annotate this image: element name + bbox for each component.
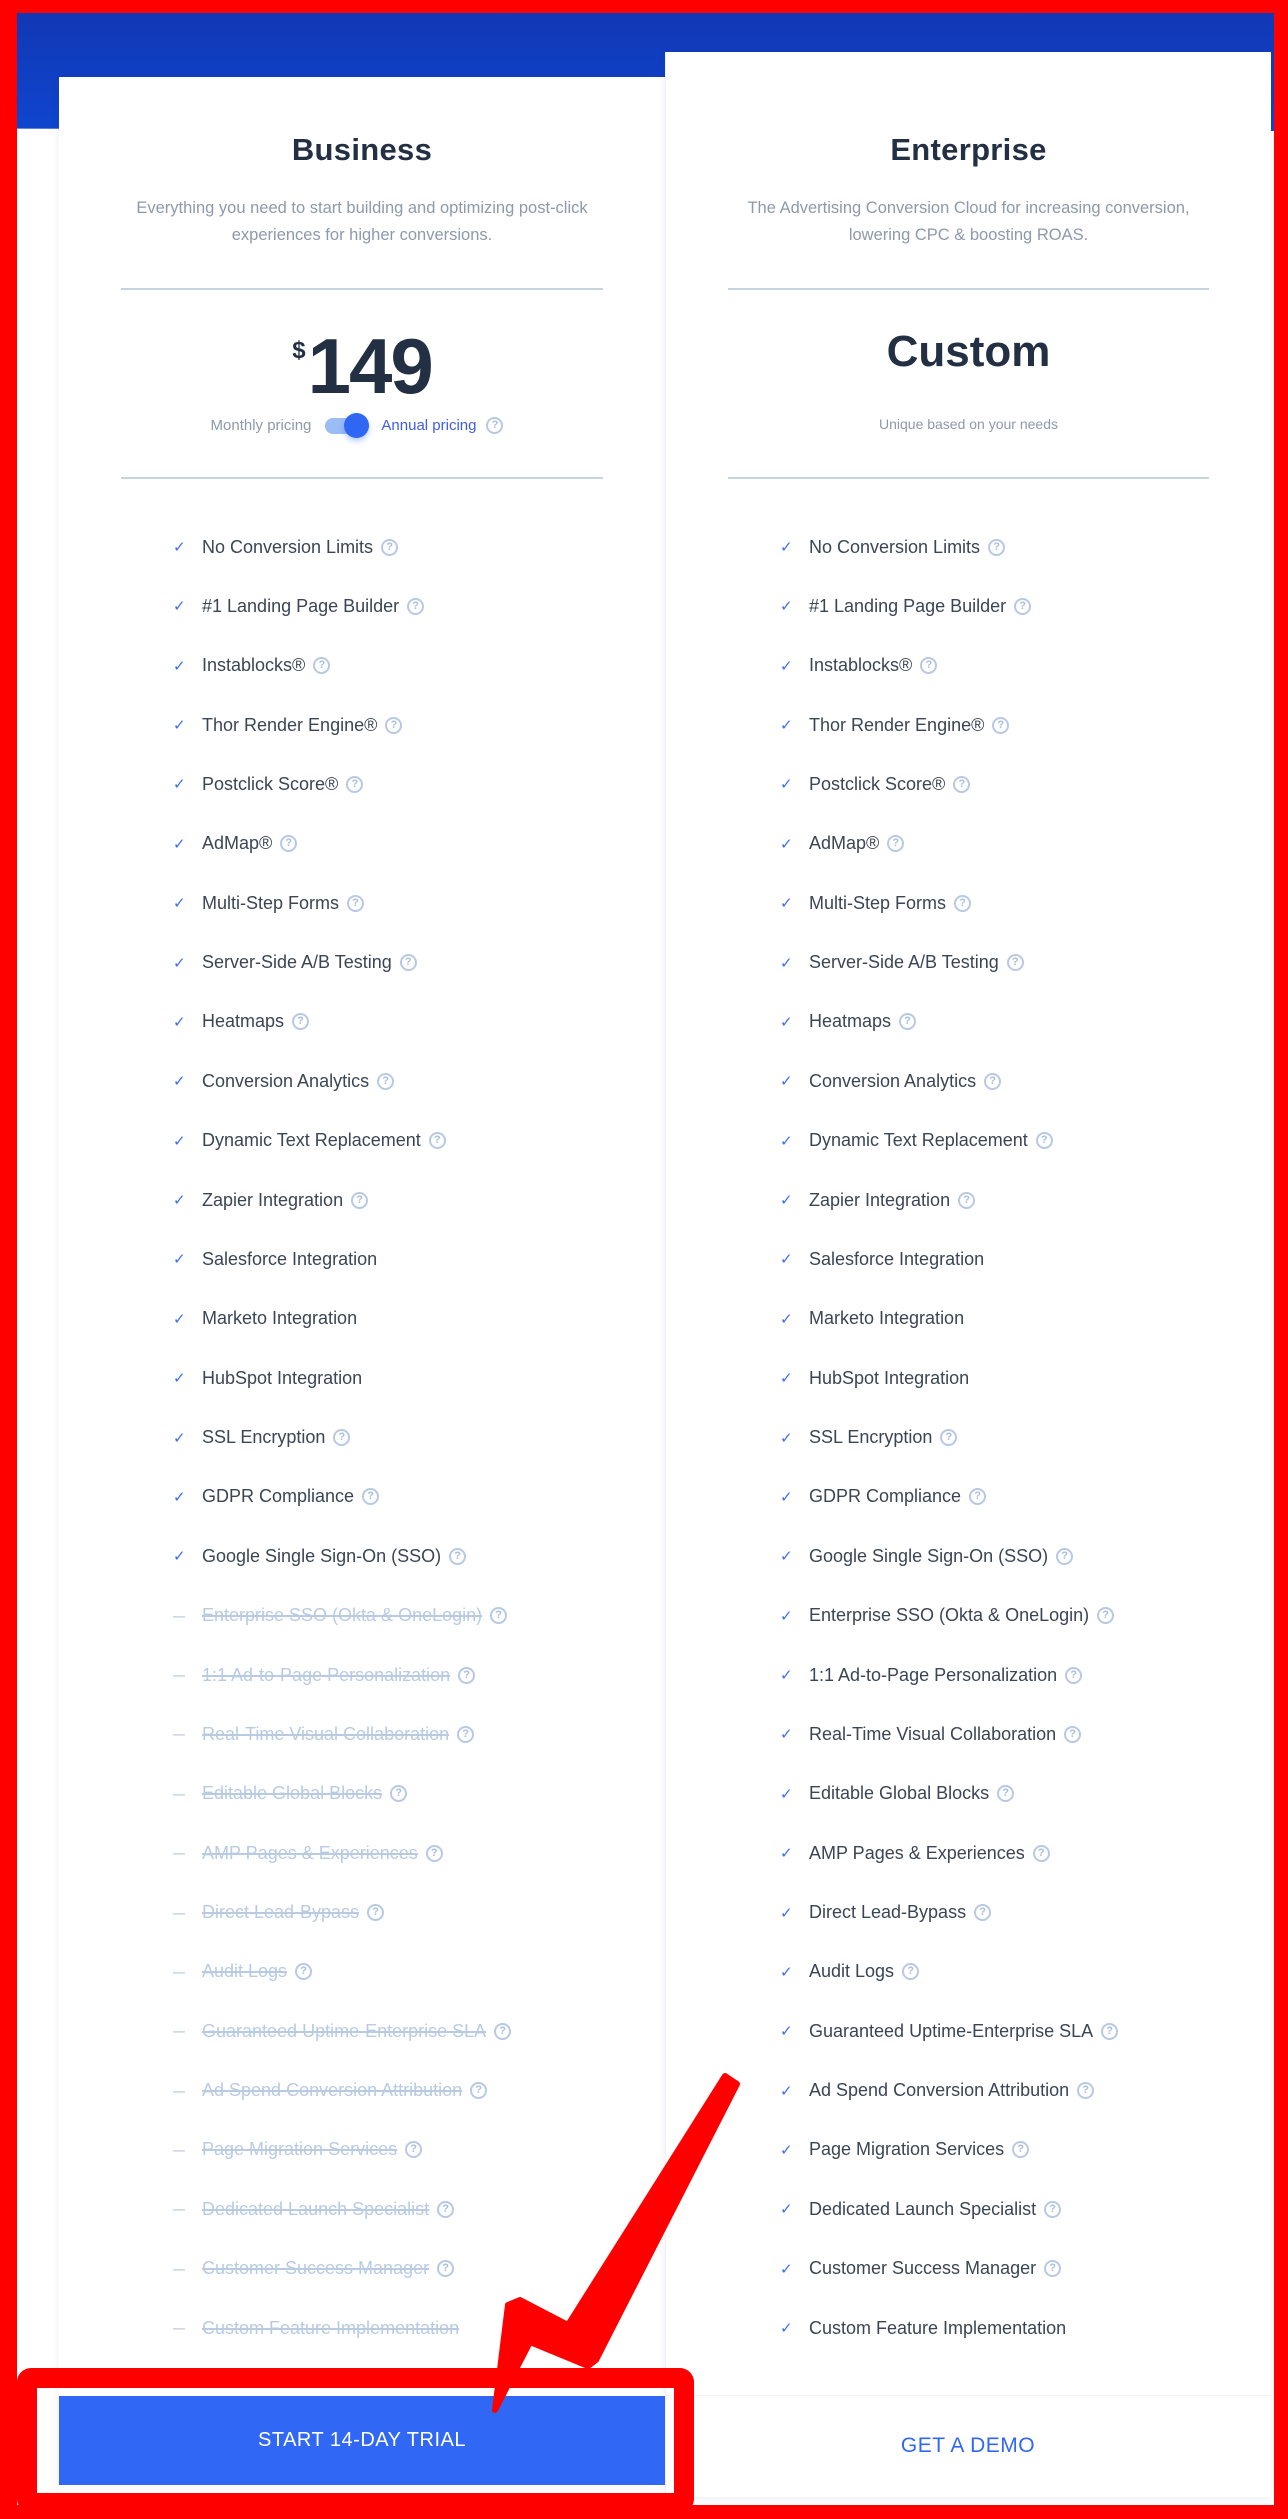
feature-label: Google Single Sign-On (SSO)	[809, 1545, 1049, 1566]
check-icon: ✓	[173, 1251, 186, 1269]
check-icon: ✓	[780, 1488, 793, 1506]
divider	[121, 288, 603, 290]
help-icon[interactable]: ?	[367, 1904, 384, 1921]
toggle-knob	[344, 413, 369, 438]
feature-label: Audit Logs	[202, 1961, 288, 1982]
feature-label: Server-Side A/B Testing	[809, 952, 999, 973]
help-icon[interactable]: ?	[333, 1429, 350, 1446]
help-icon[interactable]: ?	[974, 1904, 991, 1921]
feature-label: Multi-Step Forms	[202, 892, 340, 913]
help-icon[interactable]: ?	[1014, 598, 1031, 615]
feature-label: Custom Feature Implementation	[202, 2317, 460, 2338]
check-icon: ✓	[780, 895, 793, 913]
feature-item	[173, 1660, 475, 1690]
dash-icon: —	[173, 2321, 185, 2336]
check-icon: ✓	[780, 657, 793, 675]
check-icon: ✓	[780, 1548, 793, 1566]
check-icon: ✓	[780, 1785, 793, 1803]
feature-item	[173, 1541, 466, 1571]
feature-item	[780, 1007, 916, 1037]
enterprise-plan-card	[665, 52, 1271, 2497]
feature-label: Conversion Analytics	[809, 1070, 977, 1091]
check-icon: ✓	[780, 1607, 793, 1625]
help-icon[interactable]: ?	[920, 657, 937, 674]
feature-item	[780, 1660, 1082, 1690]
help-icon[interactable]: ?	[280, 835, 297, 852]
feature-label: 1:1 Ad-to-Page Personalization	[202, 1664, 451, 1685]
dash-icon: —	[173, 1786, 185, 1801]
feature-item	[173, 1838, 443, 1868]
help-icon[interactable]: ?	[1097, 1607, 1114, 1624]
feature-label: Zapier Integration	[809, 1189, 951, 1210]
price-custom: Custom	[886, 327, 1051, 376]
feature-label: Heatmaps	[809, 1011, 892, 1032]
feature-label: SSL Encryption	[809, 1427, 933, 1448]
check-icon: ✓	[173, 1310, 186, 1328]
check-icon: ✓	[780, 1726, 793, 1744]
feature-item	[780, 2313, 1066, 2343]
feature-item	[780, 1304, 964, 1334]
feature-item	[780, 888, 971, 918]
help-icon[interactable]: ?	[351, 1192, 368, 1209]
feature-label: Page Migration Services	[809, 2139, 1005, 2160]
feature-label: Salesforce Integration	[809, 1248, 985, 1269]
check-icon: ✓	[173, 1548, 186, 1566]
check-icon: ✓	[780, 1667, 793, 1685]
check-icon: ✓	[780, 954, 793, 972]
feature-item	[780, 2194, 1061, 2224]
help-icon[interactable]: ?	[362, 1488, 379, 1505]
feature-label: HubSpot Integration	[809, 1367, 970, 1388]
help-icon[interactable]: ?	[426, 1845, 443, 1862]
help-icon[interactable]: ?	[984, 1073, 1001, 1090]
feature-item	[780, 1185, 975, 1215]
check-icon: ✓	[780, 2260, 793, 2278]
feature-label: Page Migration Services	[202, 2139, 398, 2160]
feature-item	[173, 888, 364, 918]
check-icon: ✓	[780, 1132, 793, 1150]
get-demo-button[interactable]: GET A DEMO	[900, 2434, 1036, 2457]
feature-item	[173, 710, 402, 740]
feature-label: AMP Pages & Experiences	[202, 1842, 418, 1863]
feature-item	[173, 1601, 507, 1631]
help-icon[interactable]: ?	[1036, 1132, 1053, 1149]
check-icon: ✓	[173, 1013, 186, 1031]
feature-label: Dynamic Text Replacement	[809, 1130, 1028, 1151]
help-icon[interactable]: ?	[347, 895, 364, 912]
feature-label: GDPR Compliance	[809, 1486, 962, 1507]
dash-icon: —	[173, 2202, 185, 2217]
feature-label: #1 Landing Page Builder	[809, 595, 1007, 616]
feature-label: No Conversion Limits	[809, 536, 981, 557]
check-icon: ✓	[780, 2320, 793, 2338]
feature-label: AdMap®	[202, 833, 273, 854]
business-plan-card	[59, 77, 665, 2497]
help-icon[interactable]: ?	[1077, 2082, 1094, 2099]
dash-icon: —	[173, 2142, 185, 2157]
plan-description: Everything you need to start building and optimizing post-click experiences for higher conversions.	[136, 199, 588, 244]
feature-label: Thor Render Engine®	[809, 714, 985, 735]
check-icon: ✓	[173, 1370, 186, 1388]
help-icon[interactable]: ?	[1033, 1845, 1050, 1862]
help-icon[interactable]: ?	[1012, 2141, 1029, 2158]
feature-item	[780, 1898, 991, 1928]
feature-label: GDPR Compliance	[202, 1486, 355, 1507]
feature-item	[173, 1957, 312, 1987]
check-icon: ✓	[780, 1251, 793, 1269]
feature-label: AMP Pages & Experiences	[809, 1842, 1025, 1863]
help-icon[interactable]: ?	[457, 1726, 474, 1743]
feature-label: Conversion Analytics	[202, 1070, 370, 1091]
help-icon[interactable]: ?	[1044, 2201, 1061, 2218]
feature-label: Instablocks®	[809, 655, 913, 676]
feature-item	[780, 1126, 1053, 1156]
divider	[728, 288, 1209, 290]
feature-label: Instablocks®	[202, 655, 306, 676]
feature-label: #1 Landing Page Builder	[202, 595, 400, 616]
feature-item	[173, 532, 398, 562]
feature-label: Multi-Step Forms	[809, 892, 947, 913]
feature-item	[173, 769, 363, 799]
dash-icon: —	[173, 1727, 185, 1742]
help-icon[interactable]: ?	[1007, 954, 1024, 971]
feature-label: Direct Lead-Bypass	[202, 1902, 360, 1922]
feature-label: Editable Global Blocks	[809, 1783, 990, 1804]
feature-item	[173, 2016, 511, 2046]
check-icon: ✓	[173, 1132, 186, 1150]
feature-label: Marketo Integration	[202, 1308, 358, 1329]
check-icon: ✓	[173, 717, 186, 735]
check-icon: ✓	[780, 776, 793, 794]
feature-label: SSL Encryption	[202, 1427, 326, 1448]
help-icon[interactable]: ?	[377, 1073, 394, 1090]
feature-label: Customer Success Manager	[202, 2258, 430, 2279]
help-icon[interactable]: ?	[449, 1548, 466, 1565]
feature-label: Postclick Score®	[202, 773, 339, 794]
price-note: Unique based on your needs	[878, 416, 1059, 432]
check-icon: ✓	[780, 1370, 793, 1388]
feature-item	[173, 2076, 487, 2106]
feature-item	[780, 1482, 986, 1512]
feature-label: Google Single Sign-On (SSO)	[202, 1545, 442, 1566]
feature-item	[173, 1066, 394, 1096]
check-icon: ✓	[173, 1073, 186, 1091]
feature-label: Dynamic Text Replacement	[202, 1130, 421, 1151]
billing-period-toggle[interactable]	[325, 414, 367, 436]
divider	[121, 477, 603, 479]
check-icon: ✓	[780, 1963, 793, 1981]
help-icon[interactable]: ?	[437, 2260, 454, 2277]
dash-icon: —	[173, 1608, 185, 1623]
feature-item	[173, 1719, 474, 1749]
feature-item	[780, 710, 1009, 740]
help-icon[interactable]: ?	[490, 1607, 507, 1624]
price	[59, 322, 665, 410]
feature-item	[780, 651, 937, 681]
plan-description: The Advertising Conversion Cloud for increasing conversion, lowering CPC & boosting ROAS.	[747, 199, 1190, 244]
feature-label: Zapier Integration	[202, 1189, 344, 1210]
feature-item	[780, 1779, 1014, 1809]
feature-label: No Conversion Limits	[202, 536, 374, 557]
feature-label: HubSpot Integration	[202, 1367, 363, 1388]
feature-item	[780, 1838, 1050, 1868]
feature-item	[780, 1363, 969, 1393]
help-icon[interactable]: ?	[953, 776, 970, 793]
check-icon: ✓	[780, 835, 793, 853]
check-icon: ✓	[173, 598, 186, 616]
feature-label: Editable Global Blocks	[202, 1783, 383, 1804]
price-currency: $	[292, 337, 306, 364]
check-icon: ✓	[780, 2082, 793, 2100]
help-icon[interactable]: ?	[292, 1013, 309, 1030]
help-icon[interactable]: ?	[958, 1192, 975, 1209]
check-icon: ✓	[173, 1488, 186, 1506]
check-icon: ✓	[780, 1192, 793, 1210]
help-icon[interactable]: ?	[313, 657, 330, 674]
feature-item	[173, 1363, 362, 1393]
feature-item	[780, 769, 970, 799]
dash-icon: —	[173, 1668, 185, 1683]
dash-icon: —	[173, 2024, 185, 2039]
feature-item	[780, 1423, 957, 1453]
feature-item	[173, 591, 424, 621]
help-icon[interactable]: ?	[346, 776, 363, 793]
feature-item	[173, 948, 417, 978]
check-icon: ✓	[173, 1429, 186, 1447]
feature-item	[780, 1541, 1073, 1571]
start-trial-button[interactable]: START 14-DAY TRIAL	[59, 2396, 665, 2485]
feature-label: Ad Spend Conversion Attribution	[202, 2080, 463, 2101]
feature-label: Enterprise SSO (Okta & OneLogin)	[809, 1605, 1090, 1626]
check-icon: ✓	[780, 1013, 793, 1031]
feature-item	[780, 532, 1005, 562]
check-icon: ✓	[780, 539, 793, 556]
help-icon[interactable]: ?	[437, 2201, 454, 2218]
feature-item	[173, 2135, 422, 2165]
feature-item	[780, 591, 1031, 621]
check-icon: ✓	[780, 2141, 793, 2159]
help-icon[interactable]: ?	[486, 417, 503, 434]
feature-item	[173, 1185, 368, 1215]
feature-item	[173, 1007, 309, 1037]
feature-label: Ad Spend Conversion Attribution	[809, 2080, 1070, 2101]
dash-icon: —	[173, 1905, 185, 1920]
check-icon: ✓	[780, 1310, 793, 1328]
dash-icon: —	[173, 1964, 185, 1979]
help-icon[interactable]: ?	[1044, 2260, 1061, 2277]
help-icon[interactable]: ?	[1056, 1548, 1073, 1565]
check-icon: ✓	[780, 1904, 793, 1922]
check-icon: ✓	[173, 954, 186, 972]
feature-item	[173, 829, 297, 859]
feature-item	[173, 1244, 377, 1274]
help-icon[interactable]: ?	[997, 1785, 1014, 1802]
feature-item	[780, 2254, 1061, 2284]
check-icon: ✓	[780, 717, 793, 735]
check-icon: ✓	[173, 539, 186, 556]
help-icon[interactable]: ?	[405, 2141, 422, 2158]
feature-item	[780, 1719, 1081, 1749]
billing-toggle-row	[49, 414, 665, 436]
feature-label: AdMap®	[809, 833, 880, 854]
feature-label: Postclick Score®	[809, 773, 946, 794]
check-icon: ✓	[173, 895, 186, 913]
help-icon[interactable]: ?	[494, 2023, 511, 2040]
help-icon[interactable]: ?	[1101, 2023, 1118, 2040]
plan-title: Business	[291, 132, 433, 167]
feature-item	[173, 2254, 454, 2284]
help-icon[interactable]: ?	[887, 835, 904, 852]
feature-item	[173, 1779, 407, 1809]
feature-label: Direct Lead-Bypass	[809, 1902, 967, 1922]
feature-item	[173, 1482, 379, 1512]
feature-item	[780, 2076, 1094, 2106]
feature-label: Customer Success Manager	[809, 2258, 1037, 2279]
feature-label: Dedicated Launch Specialist	[809, 2198, 1037, 2219]
check-icon: ✓	[173, 1192, 186, 1210]
feature-label: Dedicated Launch Specialist	[202, 2198, 430, 2219]
feature-label: 1:1 Ad-to-Page Personalization	[809, 1664, 1058, 1685]
check-icon: ✓	[173, 835, 186, 853]
feature-item	[780, 1957, 919, 1987]
check-icon: ✓	[780, 1073, 793, 1091]
dash-icon: —	[173, 1846, 185, 1861]
help-icon[interactable]: ?	[295, 1963, 312, 1980]
feature-label: Guaranteed Uptime-Enterprise SLA	[202, 2020, 487, 2041]
check-icon: ✓	[780, 1429, 793, 1447]
feature-label: Enterprise SSO (Okta & OneLogin)	[202, 1605, 483, 1626]
feature-label: Audit Logs	[809, 1961, 895, 1982]
check-icon: ✓	[780, 2201, 793, 2219]
check-icon: ✓	[780, 1845, 793, 1863]
feature-label: Marketo Integration	[809, 1308, 965, 1329]
help-icon[interactable]: ?	[1064, 1726, 1081, 1743]
feature-label: Real-Time Visual Collaboration	[809, 1723, 1057, 1744]
feature-label: Guaranteed Uptime-Enterprise SLA	[809, 2020, 1094, 2041]
help-icon[interactable]: ?	[458, 1667, 475, 1684]
help-icon[interactable]: ?	[969, 1488, 986, 1505]
feature-label: Server-Side A/B Testing	[202, 952, 392, 973]
help-icon[interactable]: ?	[899, 1013, 916, 1030]
help-icon[interactable]: ?	[954, 895, 971, 912]
feature-item	[780, 829, 904, 859]
feature-item	[780, 2135, 1029, 2165]
plan-title: Enterprise	[890, 132, 1047, 167]
help-icon[interactable]: ?	[381, 539, 398, 556]
help-icon[interactable]: ?	[992, 717, 1009, 734]
feature-item	[780, 1601, 1114, 1631]
feature-item	[173, 1423, 350, 1453]
help-icon[interactable]: ?	[988, 539, 1005, 556]
help-icon[interactable]: ?	[940, 1429, 957, 1446]
annual-pricing-label[interactable]: Annual pricing	[381, 416, 477, 434]
feature-item	[173, 1304, 357, 1334]
feature-item	[173, 1126, 446, 1156]
help-icon[interactable]: ?	[390, 1785, 407, 1802]
feature-item	[173, 2313, 459, 2343]
feature-item	[780, 948, 1024, 978]
feature-item	[780, 1244, 984, 1274]
price-value: 149	[307, 322, 432, 410]
check-icon: ✓	[173, 776, 186, 794]
help-icon[interactable]: ?	[1065, 1667, 1082, 1684]
help-icon[interactable]: ?	[470, 2082, 487, 2099]
feature-item	[780, 2016, 1118, 2046]
feature-item	[173, 2194, 454, 2224]
help-icon[interactable]: ?	[902, 1963, 919, 1980]
check-icon: ✓	[173, 657, 186, 675]
help-icon[interactable]: ?	[407, 598, 424, 615]
dash-icon: —	[173, 2083, 185, 2098]
feature-label: Salesforce Integration	[202, 1248, 378, 1269]
help-icon[interactable]: ?	[400, 954, 417, 971]
monthly-pricing-label[interactable]: Monthly pricing	[210, 416, 312, 434]
help-icon[interactable]: ?	[385, 717, 402, 734]
help-icon[interactable]: ?	[429, 1132, 446, 1149]
dash-icon: —	[173, 2261, 185, 2276]
feature-label: Heatmaps	[202, 1011, 285, 1032]
check-icon: ✓	[780, 2023, 793, 2041]
feature-label: Custom Feature Implementation	[809, 2317, 1067, 2338]
divider	[728, 477, 1209, 479]
feature-item	[780, 1066, 1001, 1096]
check-icon: ✓	[780, 598, 793, 616]
feature-item	[173, 1898, 384, 1928]
feature-item	[173, 651, 330, 681]
feature-label: Real-Time Visual Collaboration	[202, 1723, 450, 1744]
feature-label: Thor Render Engine®	[202, 714, 378, 735]
